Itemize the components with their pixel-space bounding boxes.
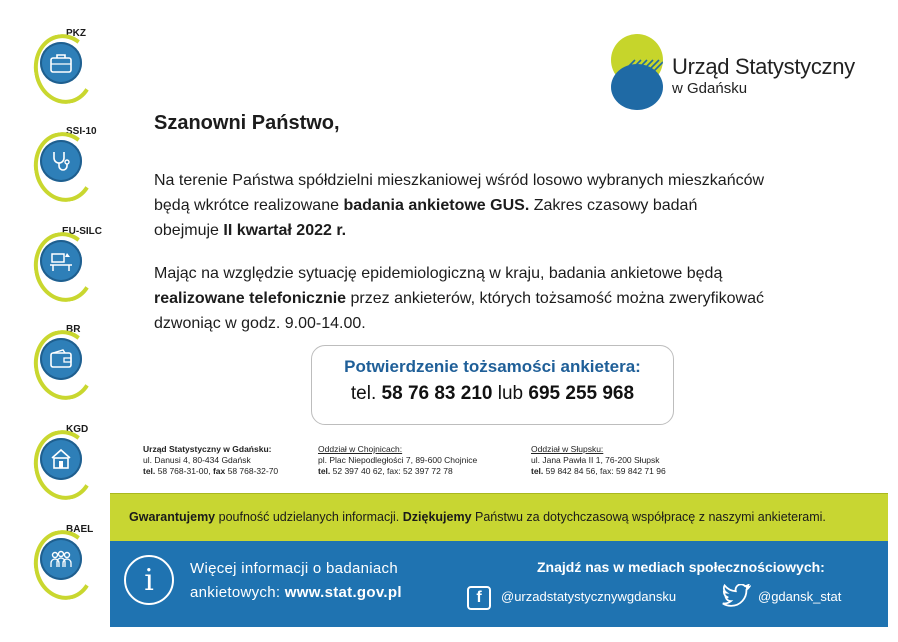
- survey-br: [26, 324, 110, 414]
- phone-1[interactable]: 58 76 83 210: [381, 383, 493, 404]
- house-icon: [49, 447, 73, 471]
- survey-label: BAEL: [66, 524, 94, 535]
- salutation: Szanowni Państwo,: [154, 112, 340, 134]
- footer-band: [110, 541, 888, 627]
- facebook-icon[interactable]: f: [467, 586, 491, 610]
- stethoscope-icon: [49, 149, 73, 173]
- survey-eu-silc: [26, 226, 110, 316]
- phone-2[interactable]: 695 255 968: [528, 383, 635, 404]
- survey-kgd: [26, 424, 110, 514]
- survey-pkz: [26, 28, 110, 118]
- survey-label: EU-SILC: [62, 226, 102, 237]
- survey-ssi10: [26, 126, 110, 216]
- survey-label: PKZ: [66, 28, 86, 39]
- identity-confirmation-box: [311, 345, 674, 425]
- guarantee-band: [110, 493, 888, 542]
- briefcase-icon: [49, 51, 73, 75]
- survey-label: KGD: [66, 424, 89, 435]
- confirmation-title: Potwierdzenie tożsamości ankietera:: [344, 357, 641, 376]
- info-icon: i: [124, 555, 174, 605]
- website-link[interactable]: www.stat.gov.pl: [284, 584, 402, 601]
- survey-label: SSI-10: [66, 126, 97, 137]
- twitter-handle[interactable]: @gdansk_stat: [758, 589, 842, 604]
- office-gdansk: Urząd Statystyczny w Gdańsku: ul. Danusi 4, 80-434 Gdańsk tel. 58 768-31-00, fax 58 768-32-70: [143, 444, 279, 476]
- office-slupsk: Oddział w Słupsku: ul. Jana Pawła II 1, 76-200 Słupsk tel. 59 842 84 56, fax: 59 842 71 96: [531, 444, 666, 476]
- social-heading: Znajdź nas w mediach społecznościowych:: [537, 559, 825, 575]
- survey-label: BR: [66, 324, 81, 335]
- office-chojnice: Oddział w Chojnicach: pl. Plac Niepodległości 7, 89-600 Chojnice tel. 52 397 40 62, fax: 52 397 72 78: [318, 444, 478, 476]
- logo-mark-bottom: [611, 64, 663, 110]
- logo-title: Urząd Statystyczny: [672, 54, 855, 79]
- paragraph-1: Na terenie Państwa spółdzielni mieszkaniowej wśród losowo wybranych mieszkańców będą wkrótce realizowane badania ankietowe GUS. Zakres czasowy badań obejmuje II kwartał 2022 r.: [154, 172, 765, 239]
- more-info-line1: Więcej informacji o badaniach: [190, 560, 398, 577]
- paragraph-2: Mając na względzie sytuację epidemiologiczną w kraju, badania ankietowe będą realizowane telefonicznie przez ankieterów, których tożsamość można zweryfikować dzwoniąc w godz. 9.00-14.00.: [154, 265, 764, 332]
- logo-subtitle: w Gdańsku: [672, 80, 748, 97]
- guarantee-text: Gwarantujemy poufność udzielanych informacji. Dziękujemy Państwu za dotychczasową współpracę z naszymi ankieterami.: [129, 510, 826, 524]
- survey-bael: [26, 524, 110, 614]
- facebook-handle[interactable]: @urzadstatystycznywgdansku: [501, 589, 677, 604]
- desk-icon: [49, 249, 73, 273]
- wallet-icon: [49, 347, 73, 371]
- more-info-line2: ankietowych: www.stat.gov.pl: [190, 584, 402, 601]
- confirmation-phones: tel. 58 76 83 210 lub 695 255 968: [350, 383, 635, 404]
- people-icon: [49, 547, 73, 571]
- twitter-icon[interactable]: [721, 584, 751, 608]
